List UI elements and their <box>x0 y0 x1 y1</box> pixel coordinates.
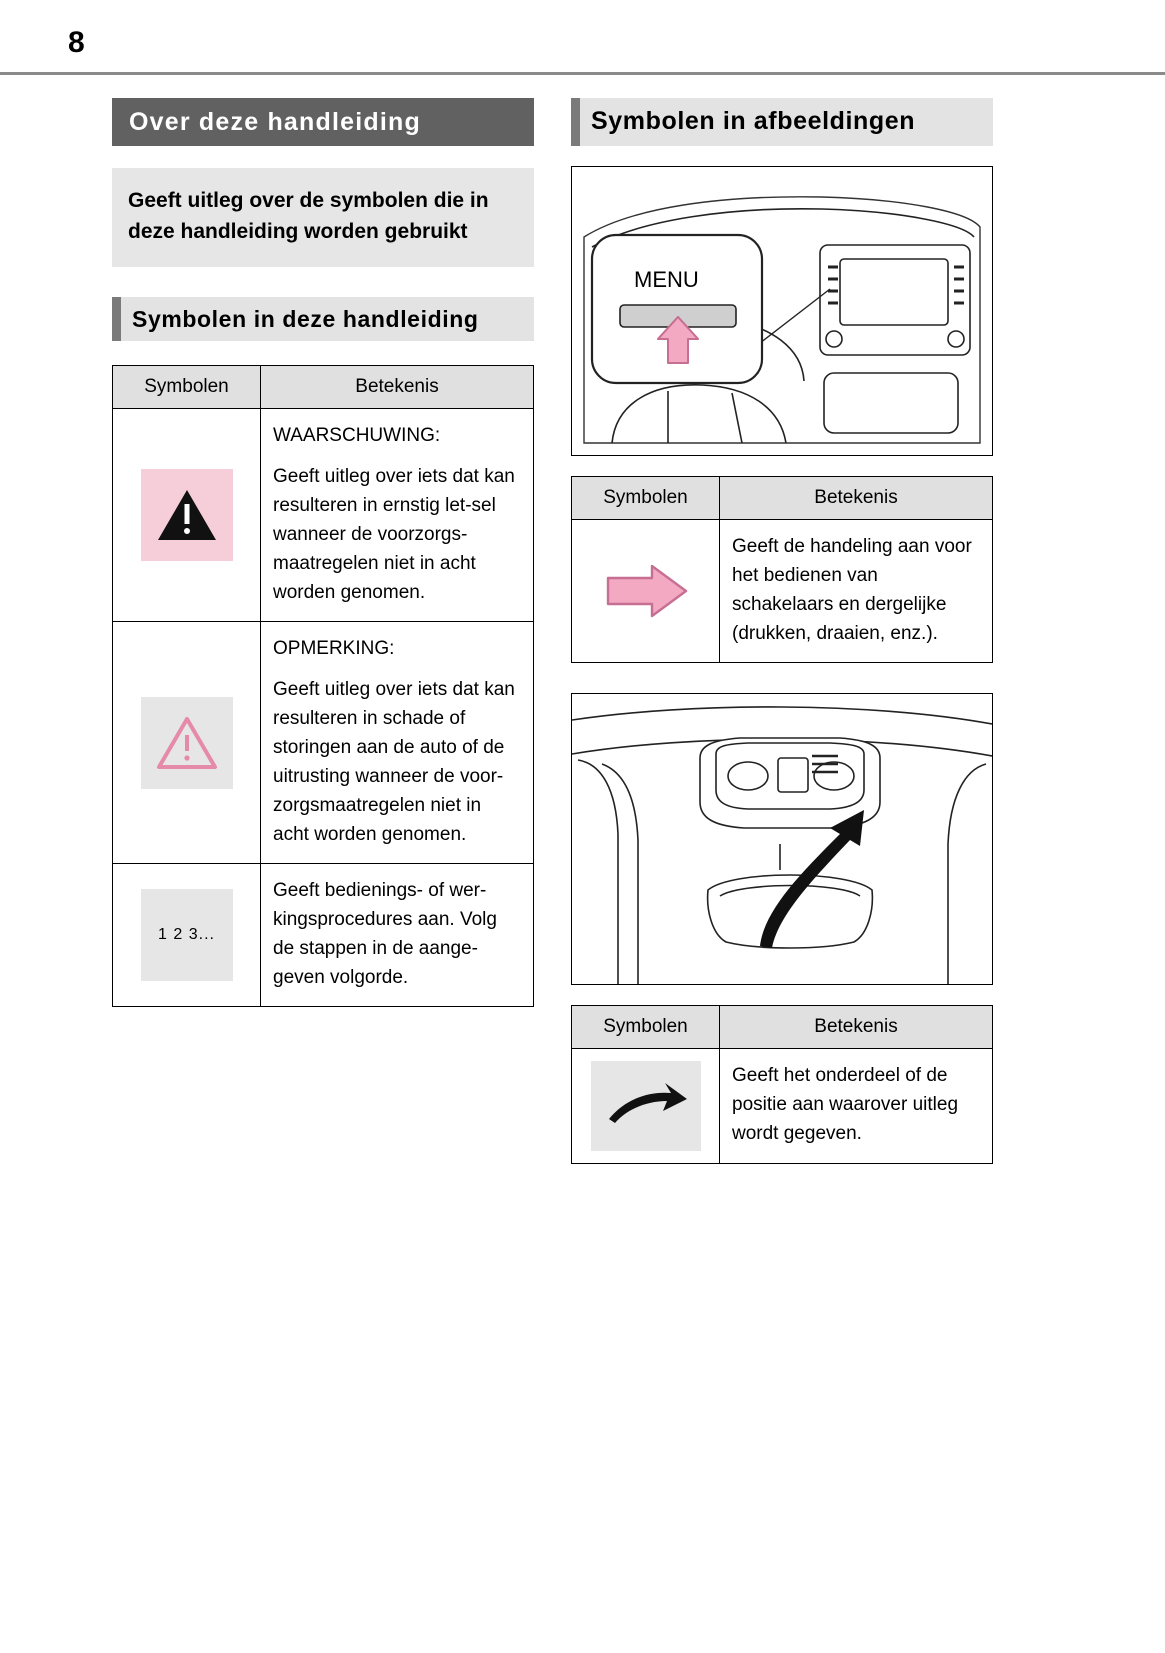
page-number: 8 <box>68 26 85 59</box>
warning-text: Geeft uitleg over iets dat kan resulteren in ernstig let-sel wanneer de voorzorgs-maatregelen niet in acht worden genomen. <box>273 466 515 603</box>
warning-meaning-cell <box>261 409 534 622</box>
position-arrow-symbol-cell <box>572 1049 720 1164</box>
table-row <box>113 864 534 1007</box>
column-header-meaning: Betekenis <box>720 477 993 520</box>
black-curved-arrow-icon <box>591 1061 701 1151</box>
notice-meaning-cell <box>261 622 534 864</box>
table-row <box>113 622 534 864</box>
table-row <box>113 409 534 622</box>
section-title-about-manual: Over deze handleiding <box>112 98 534 146</box>
table-header-row <box>572 477 993 520</box>
table-row <box>572 1049 993 1164</box>
steps-meaning-cell <box>261 864 534 1007</box>
column-header-meaning: Betekenis <box>261 366 534 409</box>
notice-triangle-outline-icon <box>141 697 233 789</box>
notice-text: Geeft uitleg over iets dat kan resulteren in schade of storingen aan de auto of de uitrusting wanneer de voor-zorgsmaatregelen niet in acht worden genomen. <box>273 679 515 845</box>
operation-arrow-meaning-cell: Geeft de handeling aan voor het bedienen van schakelaars en dergelijke (drukken, draaien, enz.). <box>720 520 993 663</box>
position-arrow-meaning-cell: Geeft het onderdeel of de positie aan waarover uitleg wordt gegeven. <box>720 1049 993 1164</box>
steps-symbol-cell <box>113 864 261 1007</box>
warning-symbol-cell <box>113 409 261 622</box>
svg-text:MENU: MENU <box>634 267 699 292</box>
table-row <box>572 520 993 663</box>
header-divider <box>0 72 1165 75</box>
left-column <box>112 98 534 1007</box>
overhead-console-illustration <box>571 693 993 985</box>
notice-title: OPMERKING: <box>273 638 395 659</box>
section-title-symbols-in-figures: Symbolen in afbeeldingen <box>571 98 993 146</box>
table-header-row <box>113 366 534 409</box>
symbols-table-left <box>112 365 534 1007</box>
symbols-table-right-2 <box>571 1005 993 1164</box>
numbered-steps-icon <box>141 889 233 981</box>
warning-triangle-solid-icon <box>141 469 233 561</box>
operation-arrow-symbol-cell <box>572 520 720 663</box>
steps-text: Geeft bedienings- of wer-kingsprocedures aan. Volg de stappen in de aange-geven volgorde. <box>273 880 497 988</box>
right-column <box>571 98 993 1164</box>
intro-box: Geeft uitleg over de symbolen die in deze handleiding worden gebruikt <box>112 168 534 267</box>
dashboard-menu-button-illustration <box>571 166 993 456</box>
column-header-symbols: Symbolen <box>113 366 261 409</box>
pink-block-arrow-icon <box>591 546 701 636</box>
table-header-row <box>572 1006 993 1049</box>
numbered-steps-label: 1 2 3... <box>158 926 215 943</box>
symbols-table-right-1 <box>571 476 993 663</box>
subsection-title-symbols-in-manual: Symbolen in deze handleiding <box>112 297 534 341</box>
column-header-symbols: Symbolen <box>572 477 720 520</box>
notice-symbol-cell <box>113 622 261 864</box>
warning-title: WAARSCHUWING: <box>273 425 441 446</box>
column-header-meaning: Betekenis <box>720 1006 993 1049</box>
column-header-symbols: Symbolen <box>572 1006 720 1049</box>
